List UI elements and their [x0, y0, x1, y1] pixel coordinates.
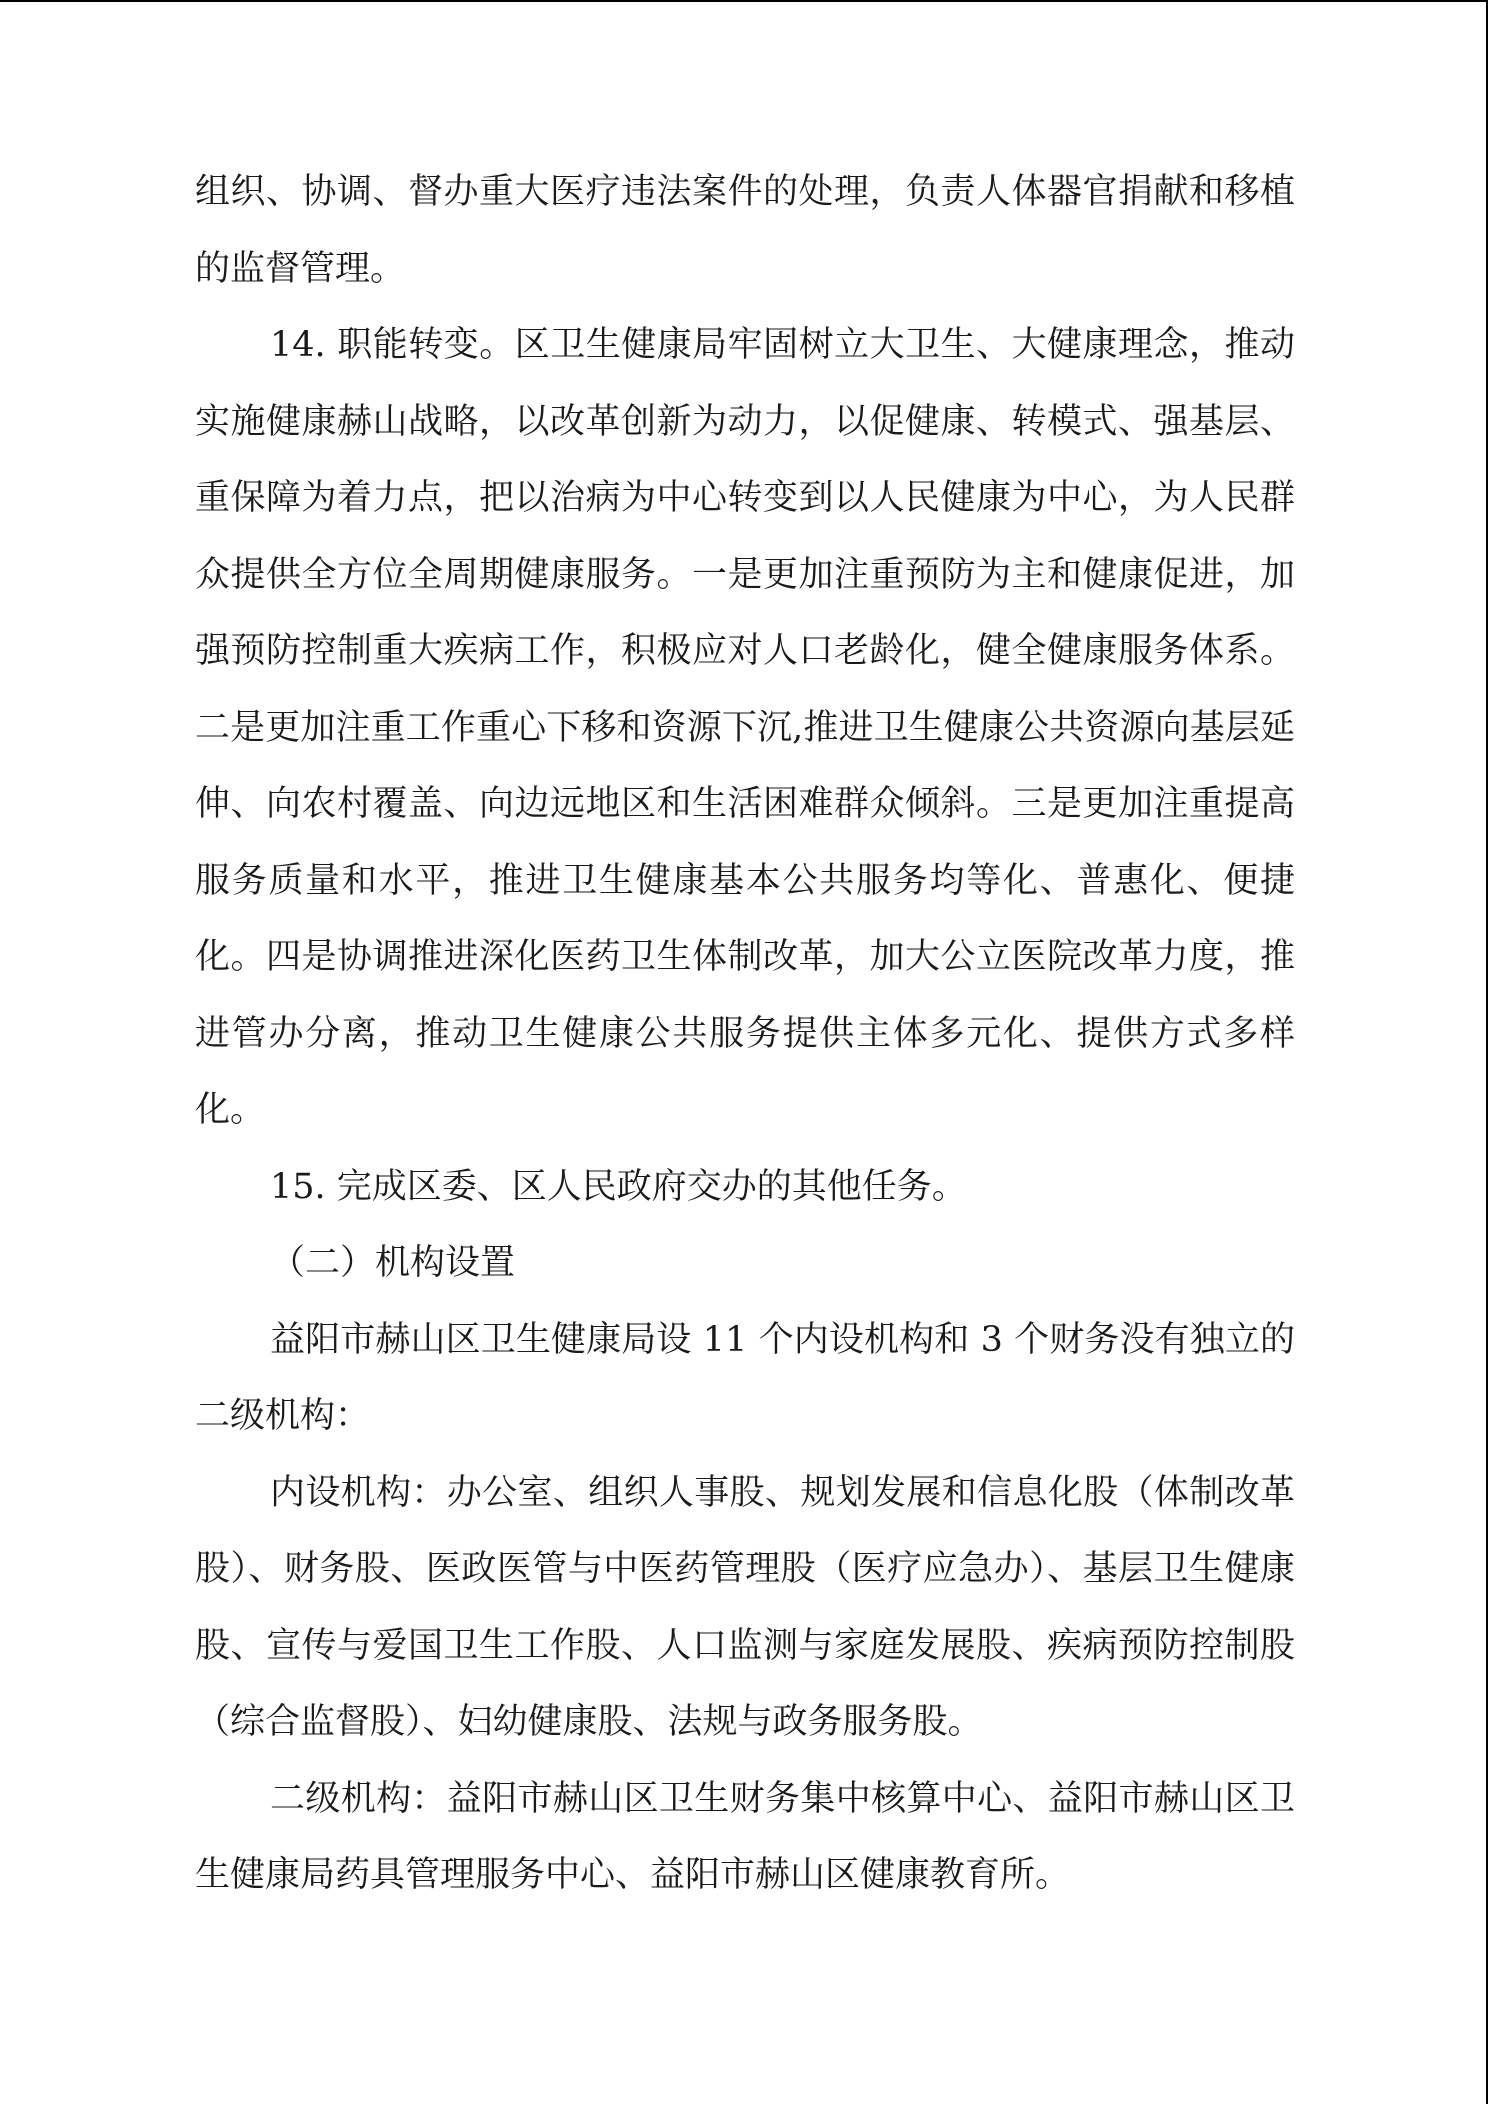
paragraph-secondary-units: 二级机构：益阳市赫山区卫生财务集中核算中心、益阳市赫山区卫生健康局药具管理服务中心、益阳市赫山区健康教育所。 [195, 1778, 1295, 1895]
paragraph-item-14: 14. 职能转变。区卫生健康局牢固树立大卫生、大健康理念，推动实施健康赫山战略，以改革创新为动力，以促健康、转模式、强基层、重保障为着力点，把以治病为中心转变到以人民健康为中心，为人民群众提供全方位全周期健康服务。一是更加注重预防为主和健康促进，加强预防控制重大疾病工作，积极应对人口老龄化，健全健康服务体系。二是更加注重工作重心下移和资源下沉,推进卫生健康公共资源向基层延伸、向农村覆盖、向边远地区和生活困难群众倾斜。三是更加注重提高服务质量和水平，推进卫生健康基本公共服务均等化、普惠化、便捷化。四是协调推进深化医药卫生体制改革，加大公立医院改革力度，推进管办分离，推动卫生健康公共服务提供主体多元化、提供方式多样化。 [195, 325, 1295, 1130]
paragraph-continuation: 组织、协调、督办重大医疗违法案件的处理，负责人体器官捐献和移植的监督管理。 [195, 172, 1295, 289]
paragraph-internal-units: 内设机构：办公室、组织人事股、规划发展和信息化股（体制改革股）、财务股、医政医管与中医药管理股（医疗应急办）、基层卫生健康股、宣传与爱国卫生工作股、人口监测与家庭发展股、疾病预防控制股（综合监督股）、妇幼健康股、法规与政务服务股。 [195, 1472, 1295, 1742]
section-heading: （二）机构设置 [270, 1243, 516, 1283]
document-body [195, 154, 1295, 1914]
paragraph-org-summary: 益阳市赫山区卫生健康局设 11 个内设机构和 3 个财务没有独立的二级机构： [195, 1319, 1295, 1436]
paragraph-item-15: 15. 完成区委、区人民政府交办的其他任务。 [270, 1166, 967, 1207]
